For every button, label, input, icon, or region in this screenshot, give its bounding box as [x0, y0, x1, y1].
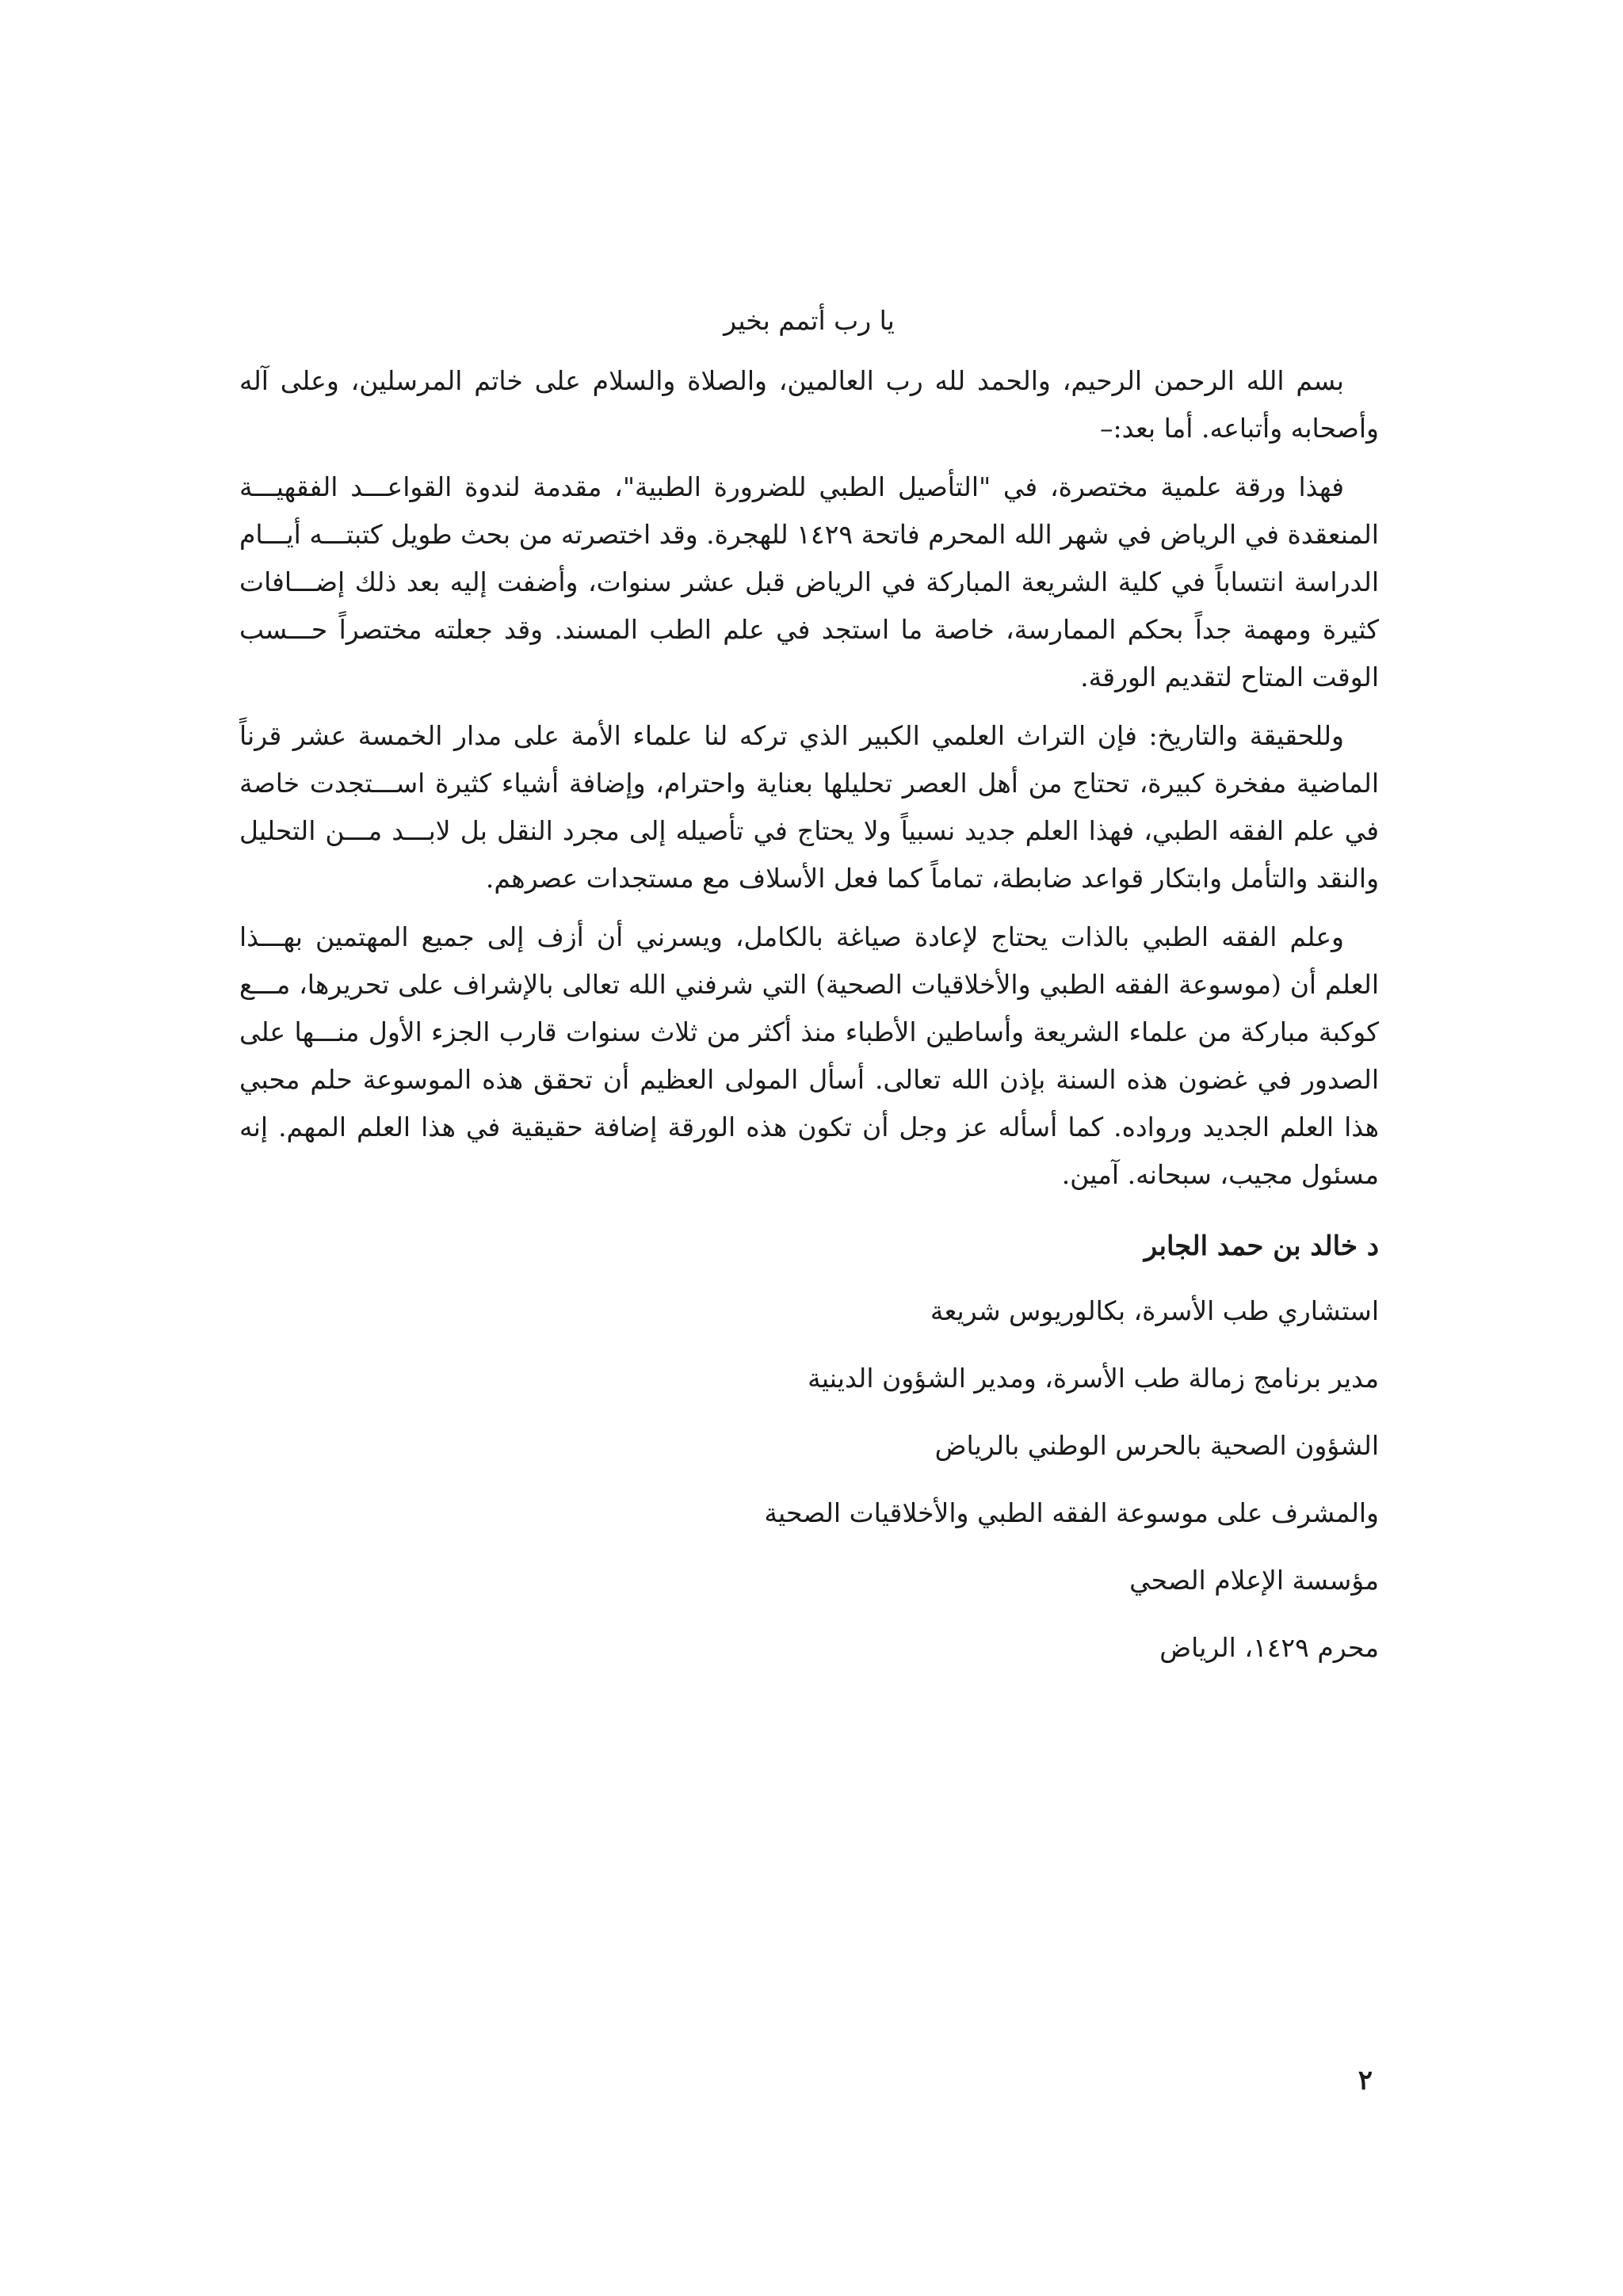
- signature-block: [239, 1222, 1379, 1672]
- credential-line: الشؤون الصحية بالحرس الوطني بالرياض: [934, 1430, 1379, 1461]
- paragraph-basmala: بسم الله الرحمن الرحيم، والحمد لله رب العالمين، والصلاة والسلام على خاتم المرسلين، وعلى آله وأصحابه وأتباعه. أما بعد:–: [239, 365, 1379, 444]
- paragraph-introduction: فهذا ورقة علمية مختصرة، في "التأصيل الطبي للضرورة الطبية"، مقدمة لندوة القواعـــد الفقهيـــة المنعقدة في الرياض في شهر الله المحرم فاتحة ١٤٢٩ للهجرة. وقد اختصرته من بحث طويل كتبتـــه أيـــام الدراسة انتساباً في كلية الشريعة المباركة في الرياض قبل عشر سنوات، وأضفت إليه بعد ذلك إضـــافات كثيرة ومهمة جداً بحكم الممارسة، خاصة ما استجد في علم الطب المسند. وقد جعلته مختصراً حـــسب الوقت المتاح لتقديم الورقة.: [239, 471, 1379, 692]
- credential-line: مدير برنامج زمالة طب الأسرة، ومدير الشؤون الدينية: [808, 1363, 1379, 1394]
- document-body: [239, 297, 1379, 1691]
- credential-line: والمشرف على موسوعة الفقه الطبي والأخلاقيات الصحية: [764, 1497, 1379, 1528]
- opening-invocation: يا رب أتمم بخير: [724, 305, 895, 336]
- credential-line: استشاري طب الأسرة، بكالوريوس شريعة: [930, 1295, 1379, 1326]
- paragraph-heritage: وللحقيقة والتاريخ: فإن التراث العلمي الكبير الذي تركه لنا علماء الأمة على مدار الخمسة عشر قرناً الماضية مفخرة كبيرة، تحتاج من أهل العصر تحليلها بعناية واحترام، وإضافة أشياء كثيرة اســـتجدت خاصة في علم الفقه الطبي، فهذا العلم جديد نسبياً ولا يحتاج في تأصيله إلى مجرد النقل بل لابـــد مـــن التحليل والنقد والتأمل وابتكار قواعد ضابطة، تماماً كما فعل الأسلاف مع مستجدات عصرهم.: [239, 720, 1379, 894]
- paragraph-encyclopedia: وعلم الفقه الطبي بالذات يحتاج لإعادة صياغة بالكامل، ويسرني أن أزف إلى جميع المهتمين بهـــذا العلم أن (موسوعة الفقه الطبي والأخلاقيات الصحية) التي شرفني الله تعالى بالإشراف على تحريرها، مـــع كوكبة مباركة من علماء الشريعة وأساطين الأطباء منذ أكثر من ثلاث سنوات قارب الجزء الأول منـــها على الصدور في غضون هذه السنة بإذن الله تعالى. أسأل المولى العظيم أن تحقق هذه الموسوعة حلم محبي هذا العلم الجديد ورواده. كما أسأله عز وجل أن تكون هذه الورقة إضافة حقيقية في هذا العلم المهم. إنه مسئول مجيب، سبحانه. آمين.: [239, 921, 1379, 1190]
- author-name: د خالد بن حمد الجابر: [1144, 1230, 1379, 1262]
- signature-date-place: محرم ١٤٢٩، الرياض: [1159, 1632, 1379, 1663]
- credential-line: مؤسسة الإعلام الصحي: [1129, 1565, 1379, 1596]
- page-number: ٢: [1358, 2065, 1373, 2096]
